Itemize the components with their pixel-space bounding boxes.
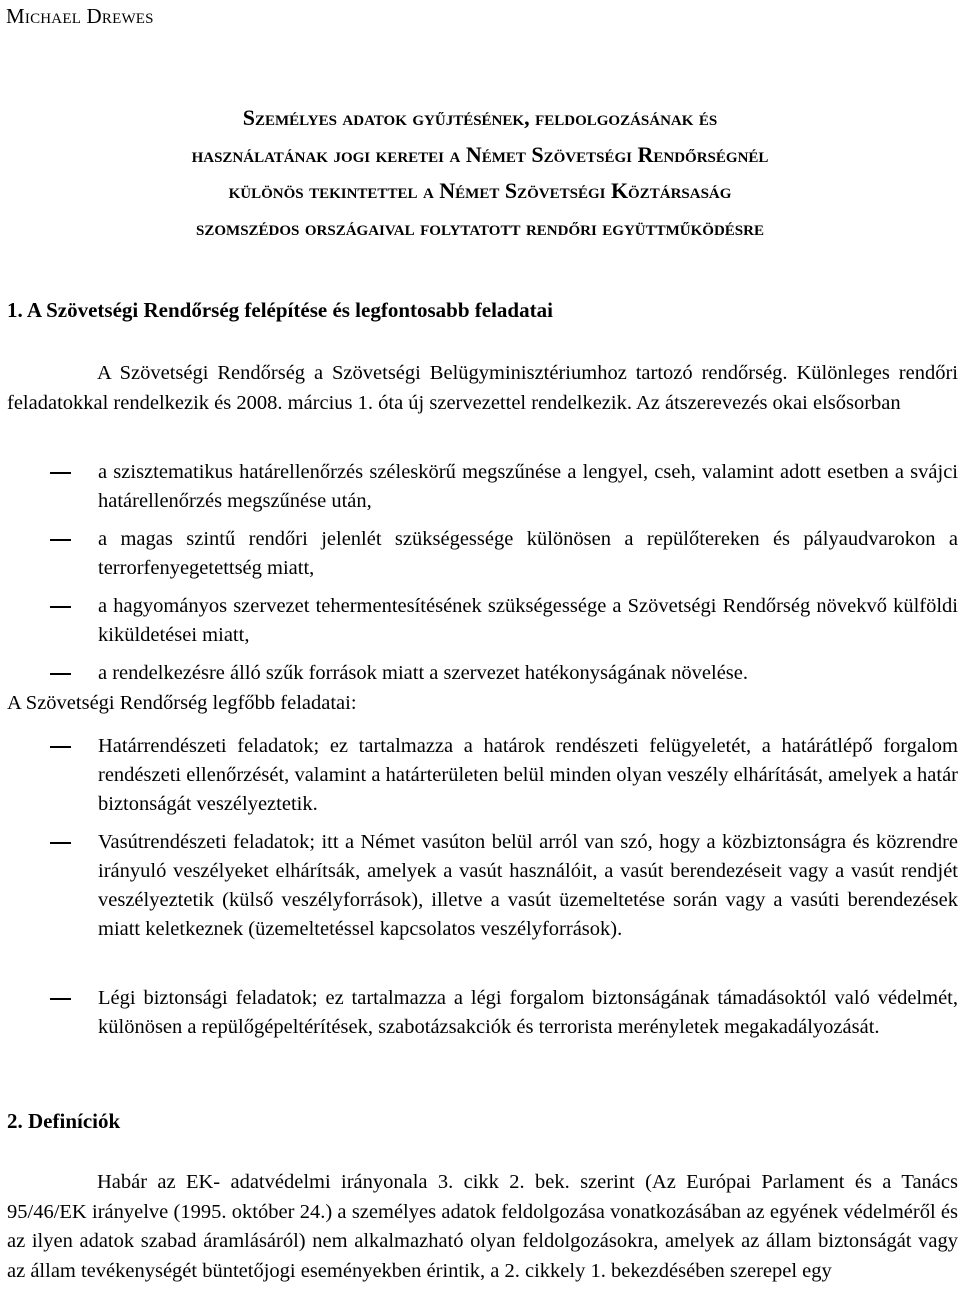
title-line: szomszédos országaival folytatott rendőri együttműködésre [196, 214, 764, 240]
dash-bullet [50, 673, 71, 675]
dash-bullet [50, 842, 71, 844]
section-1-heading: 1. A Szövetségi Rendőrség felépítése és legfontosabb feladatai [7, 298, 553, 322]
title-line: Személyes adatok gyűjtésének, feldolgozásának és [242, 105, 718, 130]
dash-bullet [50, 746, 71, 748]
author-name: Michael Drewes [6, 4, 154, 28]
list-item-text: a szisztematikus határellenőrzés széleskörű megszűnése a lengyel, cseh, valamint adott esetben a svájci határellenőrzés megszűnése után, [98, 461, 958, 512]
title-line: használatának jogi keretei a Német Szövetségi Rendőrségnél [191, 141, 769, 167]
list-item-text: a rendelkezésre álló szűk források miatt a szervezet hatékonyságának növelése. [98, 662, 749, 684]
section-1-intro: A Szövetségi Rendőrség a Szövetségi Belügyminisztériumhoz tartozó rendőrség. Különleges rendőri feladatokkal rendelkezik és 2008. március 1. óta új szervezettel rendelkezik. Az átszerevezés okai elsősorban [7, 362, 958, 414]
list-item-text: Határrendészeti feladatok; ez tartalmazza a határok rendészeti felügyeletét, a határátlépő forgalom rendészeti ellenőrzését, valamint a határterületen belül minden olyan veszély elhárítását, amelyek a határ biztonságát veszélyeztetik. [98, 735, 958, 815]
dash-bullet [50, 539, 71, 541]
tasks-heading: A Szövetségi Rendőrség legfőbb feladatai: [7, 692, 357, 714]
title-line: különös tekintettel a Német Szövetségi Köztársaság [228, 178, 732, 203]
list-item-text: Légi biztonsági feladatok; ez tartalmazza a légi forgalom biztonságának támadásoktól való védelmét, különösen a repülőgépeltérítések, szabotázsakciók és terrorista merényletek megakadályozását. [98, 987, 958, 1038]
section-2-heading: 2. Definíciók [7, 1109, 121, 1133]
dash-bullet [50, 998, 71, 1000]
document-title [0, 100, 960, 246]
dash-bullet [50, 606, 71, 608]
dash-bullet [50, 472, 71, 474]
list-item-text: a magas szintű rendőri jelenlét szükségessége különösen a repülőtereken és pályaudvarokon a terrorfenyegetettség miatt, [98, 528, 958, 579]
section-2-text: Habár az EK- adatvédelmi irányonala 3. cikk 2. bek. szerint (Az Európai Parlament és a Tanács 95/46/EK irányelve (1995. október 24.) a személyes adatok feldolgozása vonatkozásában az egyének védelméről és az ilyen adatok szabad áramlásáról) nem alkalmazható olyan feldolgozásokra, amelyek az állam biztonságát vagy az állam tevékenységét büntetőjogi eseményekben érintik, a 2. cikkely 1. bekezdésében szerepel egy [7, 1171, 958, 1282]
list-item-text: a hagyományos szervezet tehermentesítésének szükségessége a Szövetségi Rendőrség növekvő külföldi kiküldetései miatt, [98, 595, 958, 646]
list-item-text: Vasútrendészeti feladatok; itt a Német vasúton belül arról van szó, hogy a közbiztonságra és közrendre irányuló veszélyeket elhárítsák, amelyek a vasút használóit, a vasút berendezéseit vagy a vasút rendjét veszélyeztetik (külső veszélyforrások), illetve a vasút üzemeltetése során vagy a vasúti berendezések miatt keletkeznek (üzemeltetéssel kapcsolatos veszélyforrások). [98, 831, 958, 940]
